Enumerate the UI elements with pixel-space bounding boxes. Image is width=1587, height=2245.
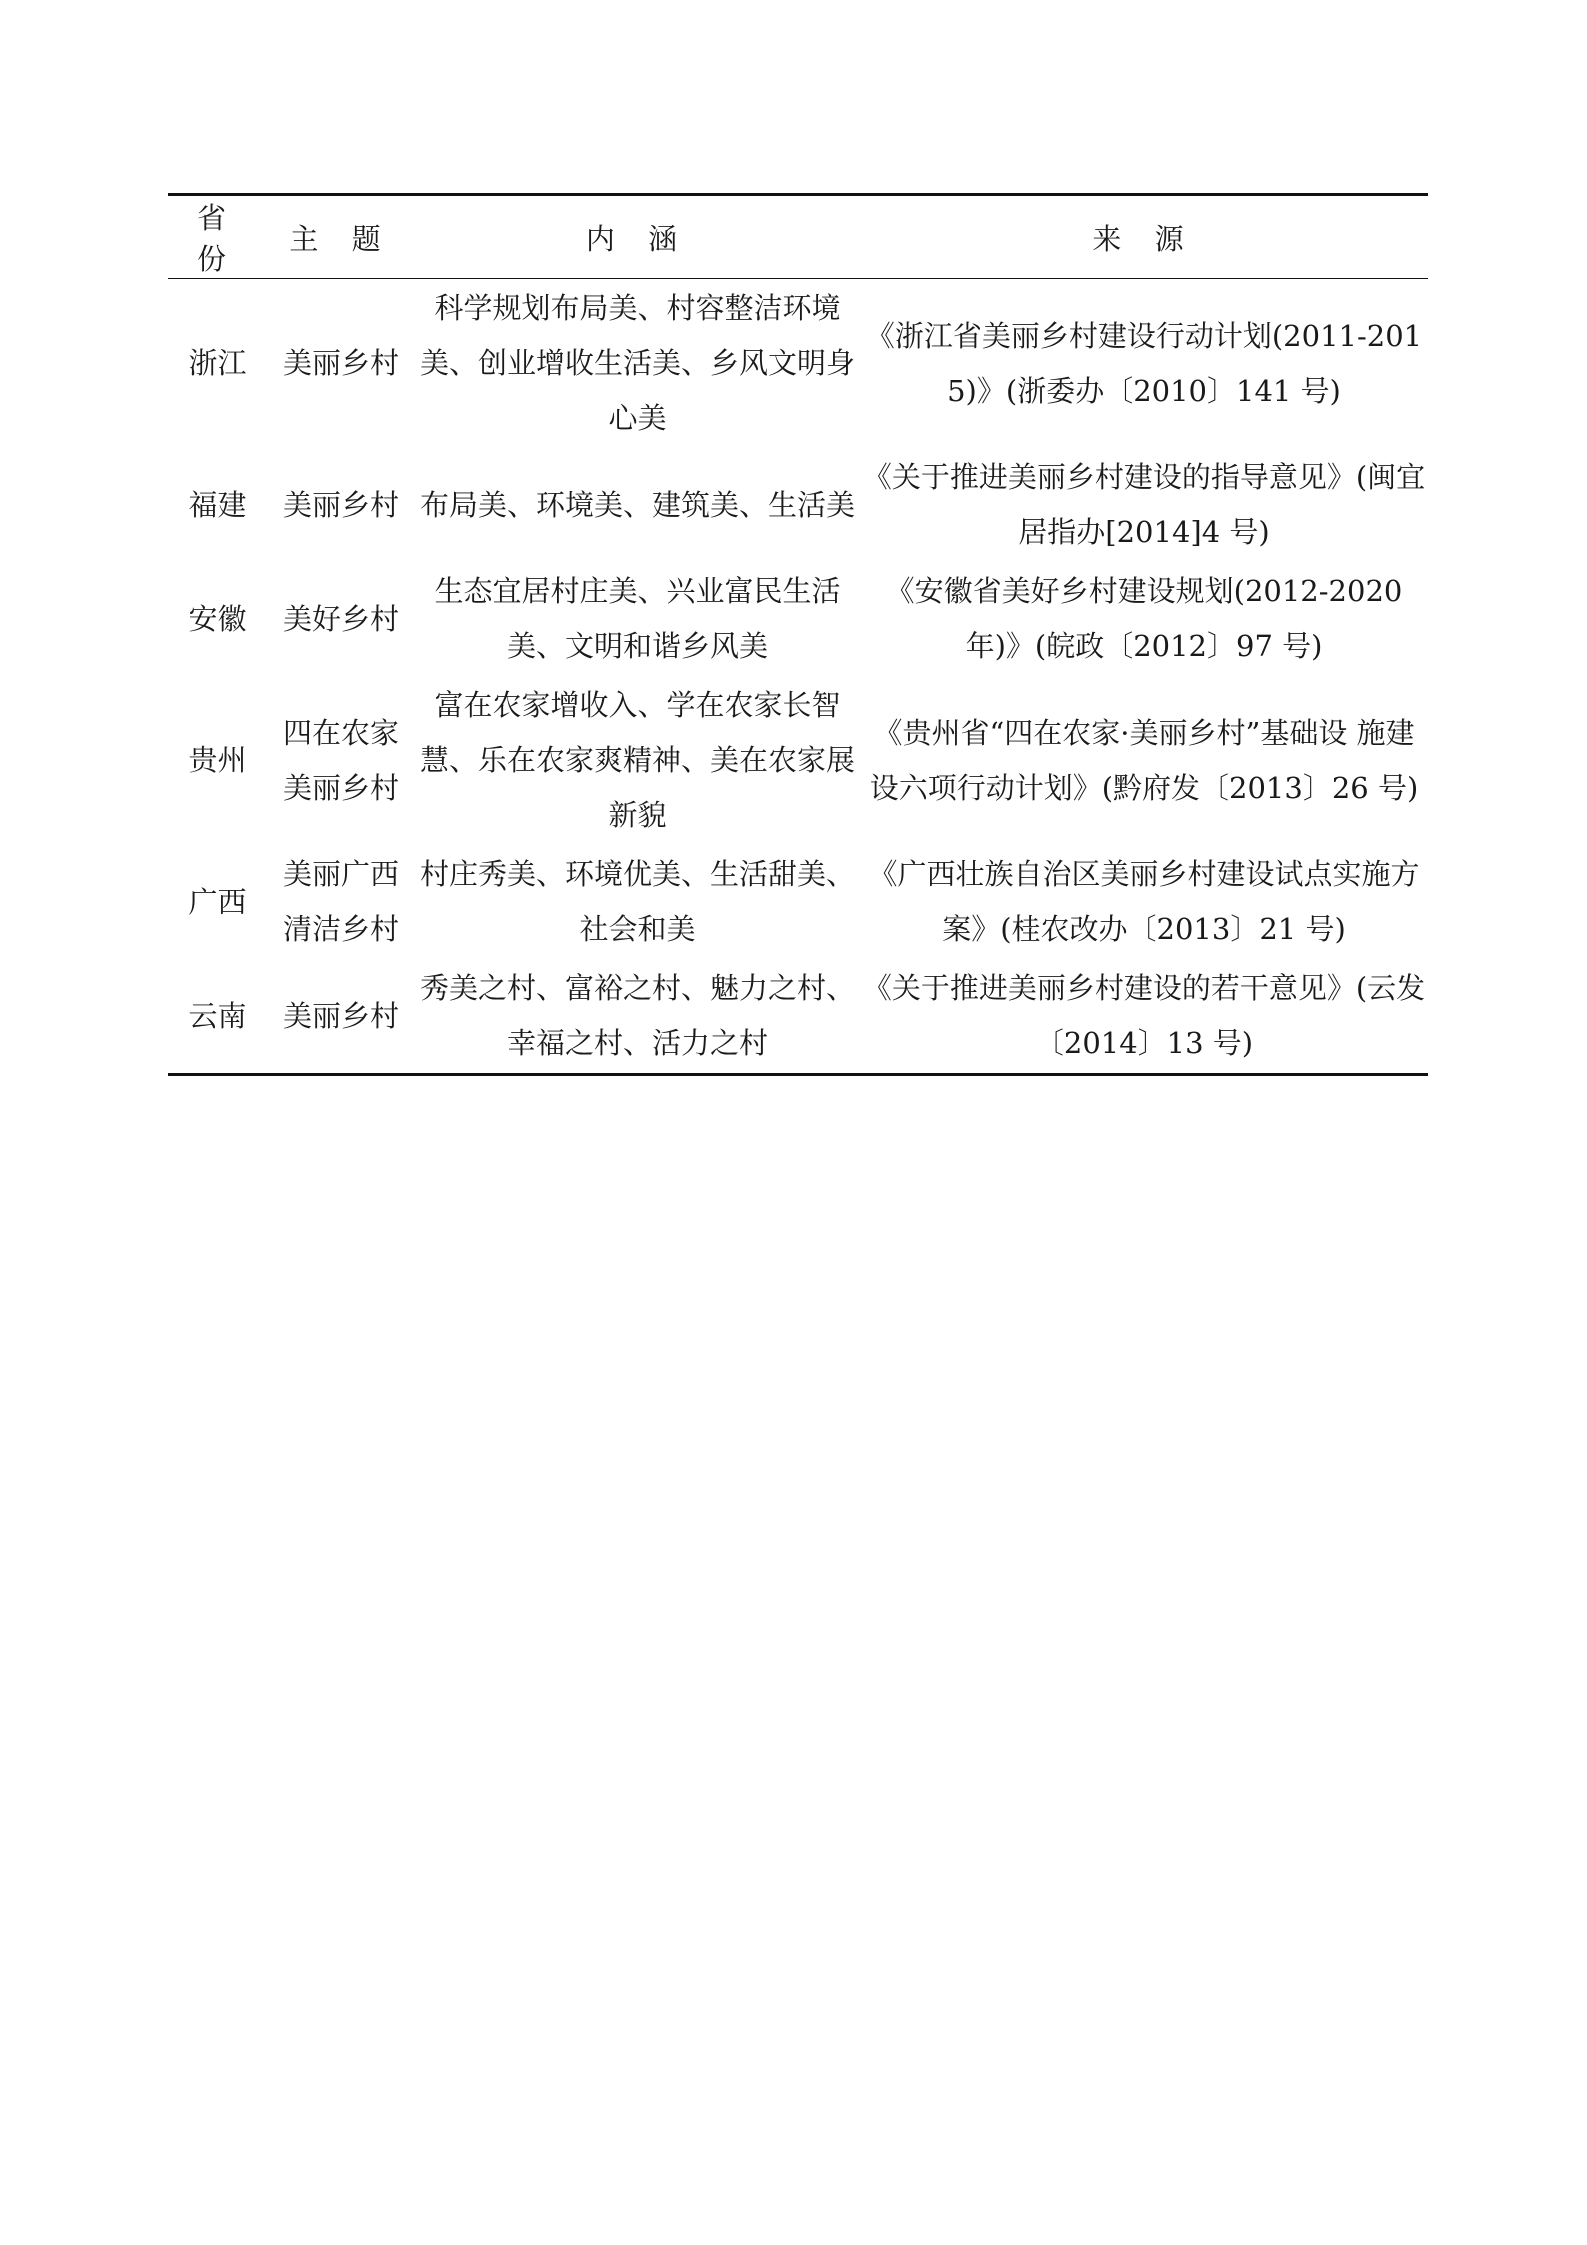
header-content: 内 涵: [585, 221, 690, 256]
province-cell: 广西: [188, 884, 247, 919]
table-row: [168, 448, 1428, 562]
table-body: [168, 279, 1428, 1075]
table-header: [168, 195, 1428, 279]
theme-line: 四在农家: [282, 715, 399, 750]
content-cell: 村庄秀美、环境优美、生活甜美、社会和美: [419, 857, 855, 946]
theme-cell: [267, 676, 415, 845]
table-row: [168, 562, 1428, 676]
source-cell: 《安徽省美好乡村建设规划(2012-2020 年)》(皖政〔2012〕97 号): [885, 574, 1403, 663]
theme-line: 美好乡村: [282, 601, 399, 636]
source-cell: 《关于推进美丽乡村建设的若干意见》(云发〔2014〕13 号): [862, 971, 1426, 1060]
theme-line: 美丽乡村: [282, 346, 399, 380]
source-cell: 《关于推进美丽乡村建设的指导意见》(闽宜居指办[2014]4 号): [862, 460, 1426, 549]
beautiful-village-policy-table: [168, 193, 1428, 1076]
theme-line: 美丽乡村: [282, 998, 399, 1033]
header-row: [168, 195, 1428, 279]
source-cell: 《浙江省美丽乡村建设行动计划(2011-2015)》(浙委办〔2010〕141 号): [865, 318, 1423, 408]
province-cell: 福建: [188, 487, 247, 522]
header-province: 省 份: [196, 201, 238, 276]
content-cell: 科学规划布局美、村容整洁环境美、创业增收生活美、乡风文明身心美: [419, 291, 855, 435]
province-cell: 贵州: [188, 743, 247, 777]
theme-line: 美丽广西: [282, 857, 399, 891]
theme-cell: [267, 562, 415, 676]
content-cell: 秀美之村、富裕之村、魅力之村、幸福之村、活力之村: [419, 971, 855, 1060]
table-row: [168, 845, 1428, 959]
content-cell: 布局美、环境美、建筑美、生活美: [419, 487, 855, 522]
theme-cell: [267, 959, 415, 1075]
theme-line: 美丽乡村: [282, 770, 399, 805]
header-theme: 主 题: [289, 221, 393, 256]
theme-line: 清洁乡村: [282, 912, 399, 946]
table-row: [168, 676, 1428, 845]
province-cell: 浙江: [188, 346, 247, 380]
content-cell: 富在农家增收入、学在农家长智慧、乐在农家爽精神、美在农家展新貌: [419, 688, 855, 832]
table-row: [168, 279, 1428, 449]
table-row: [168, 959, 1428, 1075]
header-source: 来 源: [1092, 221, 1196, 256]
theme-cell: [267, 279, 415, 449]
theme-cell: [267, 845, 415, 959]
province-cell: 安徽: [188, 601, 247, 636]
theme-cell: [267, 448, 415, 562]
theme-line: 美丽乡村: [282, 487, 399, 522]
province-cell: 云南: [188, 998, 247, 1033]
source-cell: 《广西壮族自治区美丽乡村建设试点实施方案》(桂农改办〔2013〕21 号): [868, 857, 1420, 946]
source-cell: 《贵州省“四在农家·美丽乡村”基础设 施建设六项行动计划》(黔府发〔2013〕26 号): [869, 715, 1419, 805]
content-cell: 生态宜居村庄美、兴业富民生活美、文明和谐乡风美: [434, 574, 841, 663]
